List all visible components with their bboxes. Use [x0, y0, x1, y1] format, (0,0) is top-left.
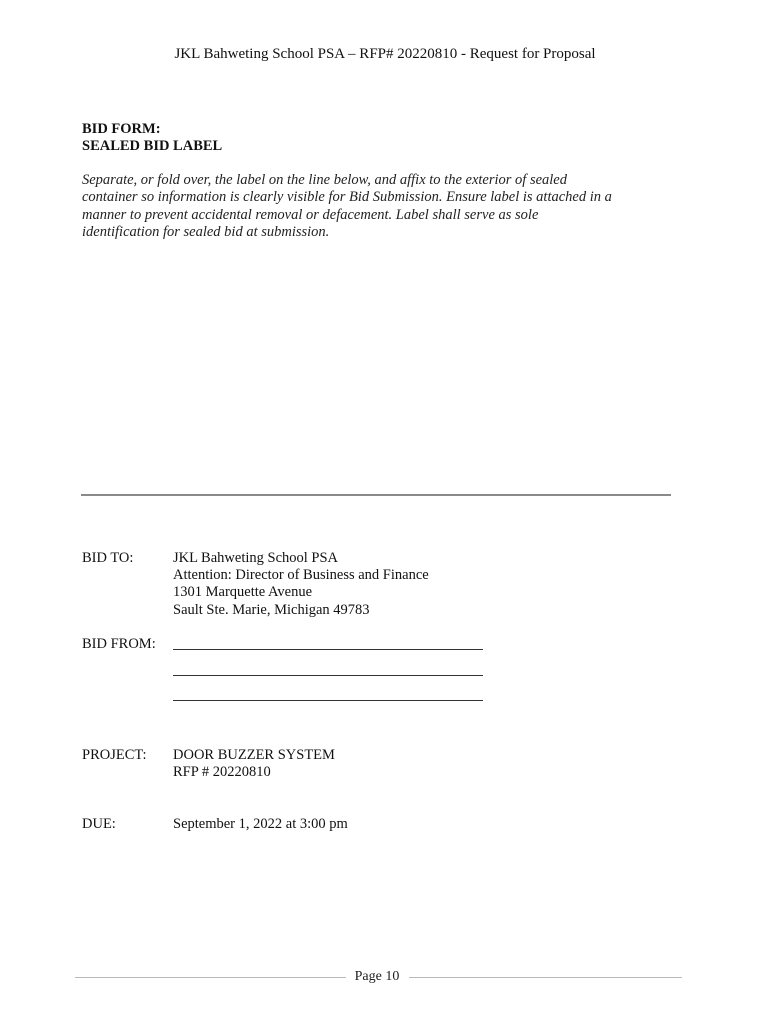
bid-to-label: BID TO: [82, 550, 134, 566]
bid-from-label: BID FROM: [82, 636, 156, 652]
project-name: DOOR BUZZER SYSTEM [173, 747, 335, 763]
label-cut-line [81, 494, 671, 496]
project-label: PROJECT: [82, 747, 147, 763]
page-header: JKL Bahweting School PSA – RFP# 20220810 - Request for Proposal [174, 46, 596, 62]
project-details [173, 747, 335, 781]
bid-to-line: JKL Bahweting School PSA [173, 550, 339, 566]
bid-from-blank-line-1[interactable] [173, 649, 483, 650]
due-date: September 1, 2022 at 3:00 pm [173, 816, 348, 832]
due-label: DUE: [82, 816, 116, 832]
instructions-text: Separate, or fold over, the label on the line below, and affix to the exterior of sealed container so information is clearly visible for Bid Submission. Ensure label is attached in a manner to prevent accidental removal or defacement. Label shall serve as sole identification for sealed bid at submission. [82, 172, 612, 240]
form-subheading: SEALED BID LABEL [82, 138, 223, 154]
project-rfp-number: RFP # 20220810 [173, 764, 271, 781]
bid-to-line: 1301 Marquette Avenue [173, 584, 313, 601]
bid-from-blank-line-2[interactable] [173, 675, 483, 676]
footer-rule-right [409, 977, 682, 978]
bid-to-address [173, 550, 429, 619]
form-heading: BID FORM: [82, 121, 161, 137]
bid-to-line: Sault Ste. Marie, Michigan 49783 [173, 601, 370, 618]
footer-rule-left [75, 977, 346, 978]
bid-from-blank-line-3[interactable] [173, 700, 483, 701]
page-number: Page 10 [354, 969, 400, 984]
bid-to-line: Attention: Director of Business and Finance [173, 567, 429, 584]
